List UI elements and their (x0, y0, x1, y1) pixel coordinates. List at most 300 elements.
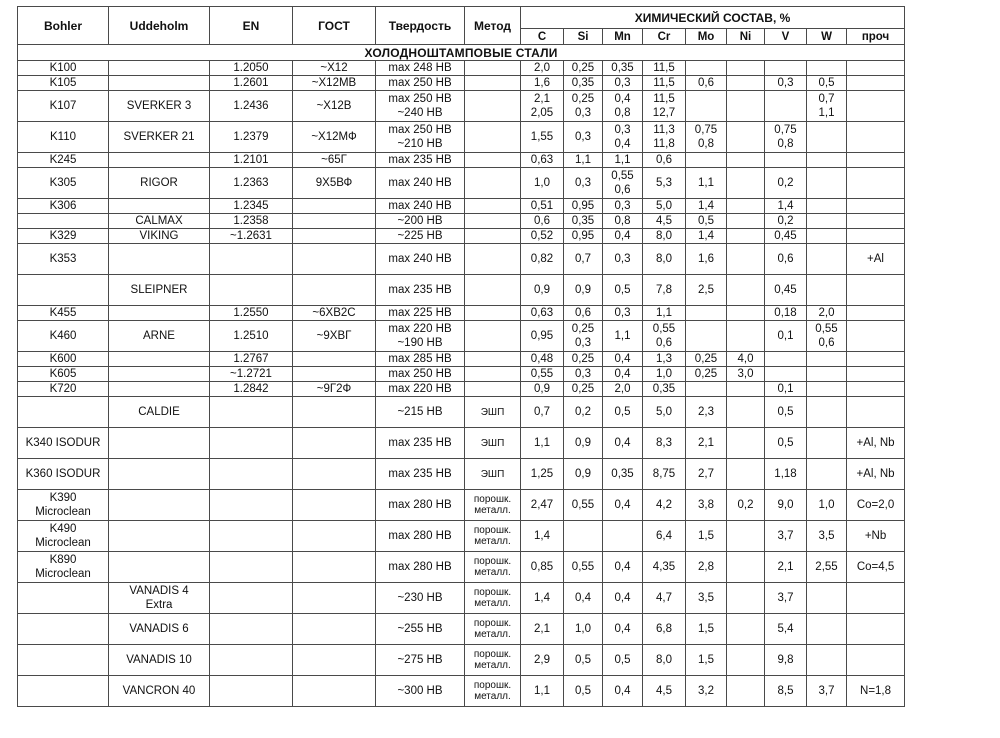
table-row (18, 153, 905, 168)
cell-line: 0,4 (614, 138, 631, 150)
w-cell (807, 199, 847, 214)
cell-line: ~9Г2Ф (316, 383, 352, 395)
uddeholm-cell (109, 352, 210, 367)
ni-cell (727, 275, 765, 306)
cell-line: K353 (49, 253, 77, 265)
table-row (18, 214, 905, 229)
mo-cell (686, 229, 727, 244)
mn-cell (603, 382, 643, 397)
gost-cell (293, 321, 376, 352)
cell-line: 2,8 (698, 561, 714, 573)
cell-line: 0,6 (777, 253, 794, 265)
w-cell (807, 459, 847, 490)
cell-line: 0,8 (614, 215, 631, 227)
gost-cell (293, 676, 376, 707)
uddeholm-cell (109, 229, 210, 244)
cell-line: 1,0 (818, 499, 835, 511)
hardness-cell (376, 153, 465, 168)
cell-line: 2,5 (698, 284, 714, 296)
cell-line: 5,0 (656, 406, 672, 418)
uddeholm-cell (109, 367, 210, 382)
v-cell (765, 214, 807, 229)
cell-line: 0,35 (571, 215, 595, 227)
cell-line: 0,18 (774, 307, 797, 319)
other-cell (847, 91, 905, 122)
hardness-cell (376, 490, 465, 521)
cell-line: VANADIS 4 (129, 585, 189, 597)
si-cell (564, 91, 603, 122)
cr-cell (643, 122, 686, 153)
cell-line: 0,6 (656, 154, 672, 166)
cell-line: 0,3 (575, 368, 591, 380)
cell-line: K460 (49, 330, 77, 342)
mn-cell (603, 367, 643, 382)
method-cell (465, 676, 521, 707)
en-cell (210, 352, 293, 367)
method-cell (465, 275, 521, 306)
cell-line: 0,6 (575, 307, 591, 319)
cell-line: 2,47 (530, 499, 554, 511)
cell-line: K340 ISODUR (25, 437, 101, 449)
hardness-cell (376, 428, 465, 459)
method-cell (465, 214, 521, 229)
mo-cell (686, 382, 727, 397)
cell-line: 0,35 (652, 383, 676, 395)
en-cell (210, 168, 293, 199)
gost-cell (293, 521, 376, 552)
c-cell (521, 676, 564, 707)
v-cell (765, 91, 807, 122)
table-row (18, 306, 905, 321)
cell-line: ~6ХВ2С (312, 307, 356, 319)
cell-line: 12,7 (652, 107, 676, 119)
cell-line: 2,0 (818, 307, 835, 319)
bohler-cell (18, 521, 109, 552)
ni-cell (727, 614, 765, 645)
cell-line: max 250 HB (388, 77, 452, 89)
cell-line: 0,95 (571, 230, 595, 242)
c-cell (521, 199, 564, 214)
si-cell (564, 352, 603, 367)
bohler-cell (18, 199, 109, 214)
w-cell (807, 428, 847, 459)
mn-cell (603, 91, 643, 122)
en-cell (210, 367, 293, 382)
mo-cell (686, 676, 727, 707)
c-cell (521, 229, 564, 244)
bohler-cell (18, 552, 109, 583)
uddeholm-cell (109, 214, 210, 229)
other-cell (847, 244, 905, 275)
cell-line: Co=4,5 (856, 561, 895, 573)
cell-line: 3,7 (777, 530, 794, 542)
cell-line: 0,3 (777, 77, 794, 89)
cell-line: 2,55 (815, 561, 838, 573)
other-cell (847, 229, 905, 244)
hardness-cell (376, 91, 465, 122)
gost-cell (293, 397, 376, 428)
col-header-method: Метод (465, 7, 521, 45)
table-row (18, 229, 905, 244)
w-cell (807, 91, 847, 122)
hardness-cell (376, 275, 465, 306)
cell-line: 11,8 (653, 138, 675, 150)
cell-line: ~Х12 (320, 62, 348, 74)
cell-line: 1,1 (534, 437, 550, 449)
mn-cell (603, 214, 643, 229)
cell-line: 0,9 (575, 437, 591, 449)
other-cell (847, 552, 905, 583)
uddeholm-cell (109, 583, 210, 614)
w-cell (807, 382, 847, 397)
si-cell (564, 382, 603, 397)
c-cell (521, 214, 564, 229)
cell-line: порошк. (473, 525, 512, 536)
cell-line: 2,3 (698, 406, 714, 418)
uddeholm-cell (109, 459, 210, 490)
cell-line: 2,0 (614, 383, 631, 395)
cell-line: 1,1 (614, 154, 631, 166)
cell-line: ~225 HB (397, 230, 443, 242)
en-cell (210, 645, 293, 676)
mn-cell (603, 490, 643, 521)
cell-line: 8,75 (652, 468, 676, 480)
si-cell (564, 459, 603, 490)
cell-line: 1,0 (575, 623, 591, 635)
cell-line: 3,2 (698, 685, 714, 697)
bohler-cell (18, 397, 109, 428)
method-cell (465, 153, 521, 168)
si-cell (564, 168, 603, 199)
gost-cell (293, 168, 376, 199)
cell-line: K890 (49, 554, 77, 566)
mo-cell (686, 459, 727, 490)
cell-line: K107 (49, 100, 77, 112)
cell-line: порошк. (473, 587, 512, 598)
uddeholm-cell (109, 61, 210, 76)
mo-cell (686, 321, 727, 352)
bohler-cell (18, 306, 109, 321)
si-cell (564, 521, 603, 552)
cell-line: ЭШП (480, 468, 505, 480)
steel-grades-sheet (17, 6, 904, 707)
v-cell (765, 61, 807, 76)
gost-cell (293, 583, 376, 614)
cell-line: 0,55 (571, 499, 595, 511)
w-cell (807, 153, 847, 168)
hardness-cell (376, 214, 465, 229)
bohler-cell (18, 614, 109, 645)
cr-cell (643, 614, 686, 645)
cell-line: ~Х12МВ (311, 77, 357, 89)
table-row (18, 676, 905, 707)
mo-cell (686, 352, 727, 367)
table-row (18, 614, 905, 645)
c-cell (521, 244, 564, 275)
bohler-cell (18, 367, 109, 382)
mo-cell (686, 61, 727, 76)
cell-line: 2,1 (777, 561, 794, 573)
ni-cell (727, 61, 765, 76)
w-cell (807, 614, 847, 645)
mn-cell (603, 428, 643, 459)
other-cell (847, 645, 905, 676)
cr-cell (643, 521, 686, 552)
cell-line: 1,0 (534, 177, 550, 189)
en-cell (210, 61, 293, 76)
section-row (18, 45, 905, 61)
bohler-cell (18, 583, 109, 614)
c-cell (521, 168, 564, 199)
cell-line: 1,6 (698, 253, 714, 265)
bohler-cell (18, 76, 109, 91)
en-cell (210, 583, 293, 614)
cr-cell (643, 676, 686, 707)
hardness-cell (376, 306, 465, 321)
cell-line: 9,0 (777, 499, 794, 511)
cell-line: 5,0 (656, 200, 672, 212)
other-cell (847, 521, 905, 552)
method-cell (465, 367, 521, 382)
cell-line: 1,5 (698, 654, 714, 666)
cell-line: 0,63 (530, 154, 554, 166)
other-cell (847, 428, 905, 459)
c-cell (521, 645, 564, 676)
other-cell (847, 490, 905, 521)
cell-line: max 235 HB (388, 284, 452, 296)
uddeholm-cell (109, 244, 210, 275)
uddeholm-cell (109, 521, 210, 552)
cell-line: 2,0 (534, 62, 550, 74)
v-cell (765, 321, 807, 352)
col-header-mn: Mn (603, 29, 643, 45)
cell-line: K600 (49, 353, 77, 365)
mo-cell (686, 521, 727, 552)
cell-line: max 225 HB (388, 307, 452, 319)
cell-line: K305 (49, 177, 77, 189)
cr-cell (643, 352, 686, 367)
other-cell (847, 352, 905, 367)
en-cell (210, 521, 293, 552)
en-cell (210, 382, 293, 397)
table-row (18, 76, 905, 91)
bohler-cell (18, 229, 109, 244)
cell-line: 4,7 (656, 592, 672, 604)
hardness-cell (376, 583, 465, 614)
cell-line: 0,9 (534, 284, 550, 296)
hardness-cell (376, 321, 465, 352)
cell-line: 0,82 (530, 253, 554, 265)
cell-line: 0,4 (614, 561, 631, 573)
si-cell (564, 367, 603, 382)
bohler-cell (18, 214, 109, 229)
cell-line: K360 ISODUR (25, 468, 101, 480)
en-cell (210, 76, 293, 91)
cell-line: 0,9 (575, 284, 591, 296)
w-cell (807, 229, 847, 244)
v-cell (765, 352, 807, 367)
cell-line: 0,6 (614, 184, 631, 196)
gost-cell (293, 275, 376, 306)
cell-line: металл. (474, 629, 511, 640)
cell-line: max 240 HB (388, 200, 452, 212)
cell-line: max 235 HB (388, 468, 452, 480)
cell-line: 1,1 (614, 330, 631, 342)
cell-line: 9,8 (777, 654, 794, 666)
mn-cell (603, 352, 643, 367)
method-cell (465, 428, 521, 459)
cell-line: 1,5 (698, 623, 714, 635)
si-cell (564, 229, 603, 244)
cell-line: 0,4 (614, 93, 631, 105)
cell-line: 0,8 (698, 138, 714, 150)
cell-line: 0,75 (774, 124, 797, 136)
c-cell (521, 153, 564, 168)
cell-line: ~255 HB (397, 623, 443, 635)
cell-line: K110 (49, 131, 76, 143)
ni-cell (727, 91, 765, 122)
uddeholm-cell (109, 91, 210, 122)
uddeholm-cell (109, 397, 210, 428)
cr-cell (643, 490, 686, 521)
cell-line: 6,4 (656, 530, 672, 542)
c-cell (521, 76, 564, 91)
v-cell (765, 122, 807, 153)
cell-line: 8,5 (777, 685, 794, 697)
cell-line: ~1.2631 (230, 230, 272, 242)
col-header-other: проч (847, 29, 905, 45)
cell-line: 0,5 (575, 654, 591, 666)
method-cell (465, 459, 521, 490)
cell-line: 11,3 (653, 124, 675, 136)
cell-line: 0,63 (530, 307, 554, 319)
table-row (18, 583, 905, 614)
cell-line: 2,1 (534, 623, 550, 635)
cr-cell (643, 367, 686, 382)
cell-line: 0,2 (777, 177, 794, 189)
w-cell (807, 352, 847, 367)
w-cell (807, 490, 847, 521)
gost-cell (293, 459, 376, 490)
en-cell (210, 397, 293, 428)
col-header-hardness: Твердость (376, 7, 465, 45)
cell-line: 1.2363 (233, 177, 269, 189)
c-cell (521, 583, 564, 614)
cr-cell (643, 244, 686, 275)
cell-line: 0,95 (571, 200, 595, 212)
col-header-si: Si (564, 29, 603, 45)
cell-line: SLEIPNER (130, 284, 188, 296)
w-cell (807, 244, 847, 275)
cr-cell (643, 168, 686, 199)
cell-line: 9Х5ВФ (315, 177, 353, 189)
cell-line: ~300 HB (397, 685, 443, 697)
method-cell (465, 552, 521, 583)
c-cell (521, 552, 564, 583)
cell-line: 0,3 (575, 131, 591, 143)
gost-cell (293, 490, 376, 521)
cell-line: 1,4 (698, 230, 714, 242)
si-cell (564, 490, 603, 521)
cell-line: max 250 HB (388, 368, 452, 380)
bohler-cell (18, 61, 109, 76)
cell-line: металл. (474, 567, 511, 578)
cell-line: 0,35 (571, 77, 595, 89)
method-cell (465, 306, 521, 321)
cell-line: 4,2 (656, 499, 672, 511)
cell-line: 2,05 (530, 107, 554, 119)
cell-line: 0,7 (818, 93, 835, 105)
c-cell (521, 382, 564, 397)
hardness-cell (376, 244, 465, 275)
cell-line: 2,7 (698, 468, 714, 480)
ni-cell (727, 122, 765, 153)
ni-cell (727, 382, 765, 397)
c-cell (521, 367, 564, 382)
si-cell (564, 306, 603, 321)
cr-cell (643, 306, 686, 321)
cell-line: 6,8 (656, 623, 672, 635)
cell-line: CALMAX (135, 215, 183, 227)
other-cell (847, 275, 905, 306)
mn-cell (603, 583, 643, 614)
mn-cell (603, 244, 643, 275)
method-cell (465, 382, 521, 397)
cell-line: 0,3 (614, 124, 631, 136)
hardness-cell (376, 382, 465, 397)
w-cell (807, 367, 847, 382)
method-cell (465, 645, 521, 676)
cr-cell (643, 214, 686, 229)
cell-line: 0,85 (530, 561, 554, 573)
method-cell (465, 61, 521, 76)
other-cell (847, 306, 905, 321)
cell-line: 0,4 (614, 353, 631, 365)
gost-cell (293, 244, 376, 275)
cell-line: 1,4 (534, 530, 550, 542)
ni-cell (727, 153, 765, 168)
en-cell (210, 153, 293, 168)
en-cell (210, 614, 293, 645)
mo-cell (686, 397, 727, 428)
cr-cell (643, 552, 686, 583)
cell-line: ~190 HB (397, 337, 443, 349)
bohler-cell (18, 122, 109, 153)
cell-line: 0,4 (614, 437, 631, 449)
bohler-cell (18, 321, 109, 352)
cell-line: ~230 HB (397, 592, 443, 604)
cr-cell (643, 645, 686, 676)
cell-line: 0,2 (777, 215, 794, 227)
ni-cell (727, 352, 765, 367)
cell-line: 1.2358 (233, 215, 269, 227)
cell-line: 3,8 (698, 499, 714, 511)
mo-cell (686, 645, 727, 676)
col-header-w: W (807, 29, 847, 45)
mn-cell (603, 552, 643, 583)
cell-line: VANCRON 40 (122, 685, 196, 697)
cell-line: металл. (474, 505, 511, 516)
ni-cell (727, 367, 765, 382)
cell-line: 0,7 (575, 253, 591, 265)
method-cell (465, 583, 521, 614)
ni-cell (727, 199, 765, 214)
cell-line: 0,25 (571, 93, 595, 105)
table-row (18, 199, 905, 214)
cell-line: 0,2 (575, 406, 591, 418)
en-cell (210, 459, 293, 490)
ni-cell (727, 428, 765, 459)
